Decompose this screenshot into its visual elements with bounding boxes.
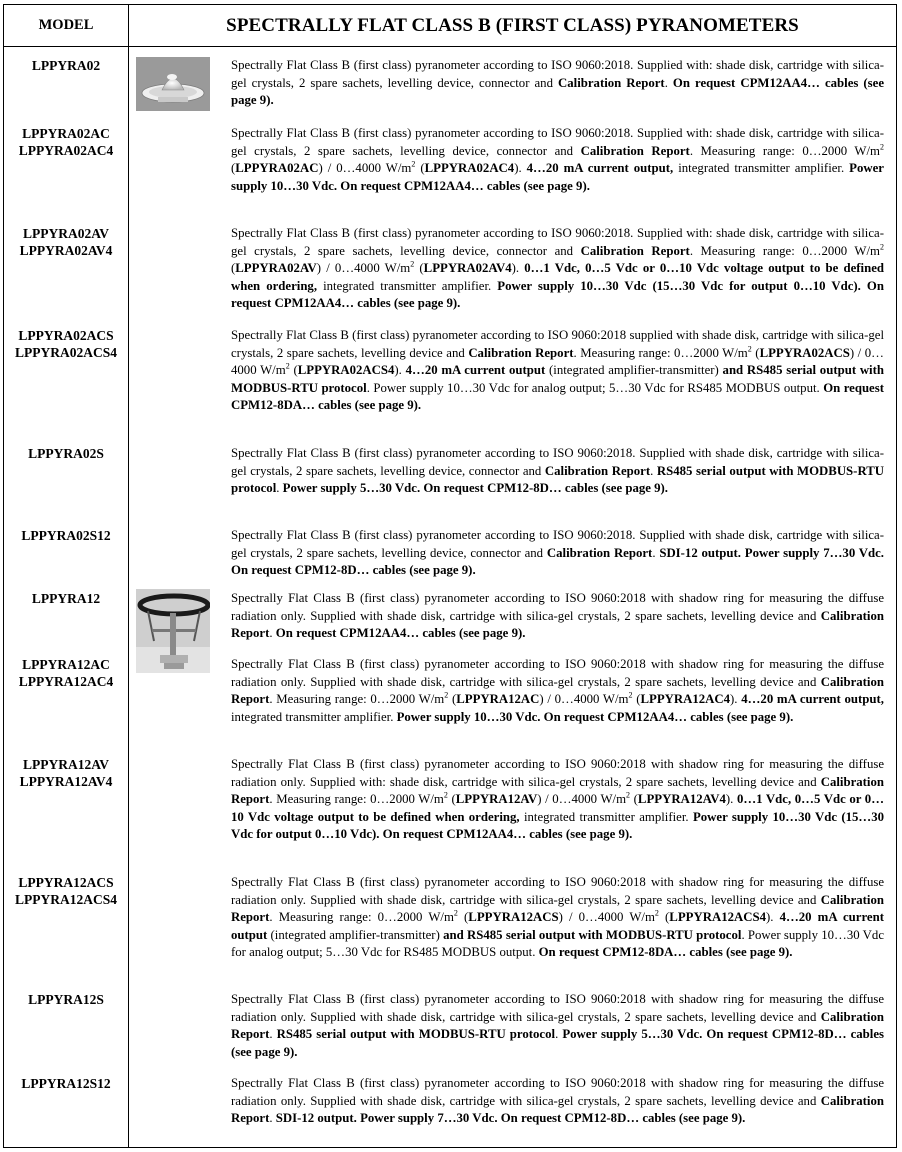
description-text: Spectrally Flat Class B (first class) pyranometer according to ISO 9060:2018 with shadow ring for measuring the diffuse radiation only. Supplied with shade disk, cartridge with silica-gel crystals, 2 spare sachets, levelling device and: [231, 1076, 884, 1108]
model-cell: [4, 590, 128, 607]
description-text: ).: [514, 161, 527, 176]
description-cell: [231, 225, 884, 313]
description-text: ).: [511, 261, 525, 276]
bold-text: LPPYRA12AV: [455, 792, 538, 807]
bold-text: 0…1 Vdc, 0…5 Vdc or 0…10 Vdc voltage output to be defined when ordering,: [231, 792, 884, 824]
bold-text: 4…20 mA current output,: [526, 161, 674, 176]
bold-text: Calibration Report: [558, 75, 665, 90]
superscript-text: 2: [410, 259, 415, 269]
description-cell: [231, 874, 884, 962]
model-cell: [4, 327, 128, 361]
superscript-text: 2: [747, 344, 752, 354]
superscript-text: 2: [285, 361, 290, 371]
description-cell: [231, 1075, 884, 1128]
superscript-text: 2: [880, 242, 885, 252]
bold-text: Calibration Report: [580, 243, 690, 258]
description-text: .: [269, 626, 276, 641]
description-text: .: [269, 1027, 277, 1042]
bold-text: LPPYRA12ACS: [468, 910, 559, 925]
model-cell: [4, 1075, 128, 1092]
description-text: . Measuring range: 0…2000 W/m: [689, 243, 881, 258]
description-text: (: [632, 692, 641, 707]
description-text: Spectrally Flat Class B (first class) pyranometer according to ISO 9060:2018 supplied with shade disk, cartridge with silica-gel crystals, 2 spare sachets, levelling device and: [231, 328, 884, 360]
description-text: integrated transmitter amplifier.: [231, 709, 397, 724]
bold-text: RS485 serial output with MODBUS-RTU protocol: [231, 463, 885, 496]
description-text: ) / 0…4000 W/m: [316, 261, 411, 276]
model-code: LPPYRA12AC4: [18, 674, 114, 689]
description-text: (: [448, 692, 457, 707]
bold-text: LPPYRA12ACS4: [669, 910, 766, 925]
bold-text: Power supply 10…30 Vdc (15…30 Vdc for output 0…10 Vdc). On request CPM12AA4… cables (see page 9).: [231, 278, 885, 311]
description-text: .: [269, 1111, 276, 1126]
model-code: LPPYRA02S12: [21, 528, 111, 543]
bold-text: Calibration Report: [231, 1093, 884, 1126]
description-text: ) / 0…4000 W/m: [537, 792, 627, 807]
superscript-text: 2: [444, 690, 449, 700]
description-text: (: [231, 261, 236, 276]
description-text: .: [276, 481, 283, 496]
bold-text: Calibration Report: [580, 143, 690, 158]
description-cell: [231, 125, 884, 195]
description-text: integrated transmitter amplifier.: [673, 161, 850, 176]
description-cell: [231, 327, 884, 415]
description-text: . Measuring range: 0…2000 W/m: [269, 910, 454, 925]
bold-text: Calibration Report: [231, 674, 884, 707]
model-cell: [4, 656, 128, 690]
bold-text: Calibration Report: [468, 345, 574, 360]
pyranometer-dome-photo: [136, 57, 210, 111]
bold-text: LPPYRA02AC: [235, 161, 319, 176]
description-text: Spectrally Flat Class B (first class) pyranometer according to ISO 9060:2018. Supplied with shade disk, cartridge with silica-gel crystals, 2 spare sachets, levelling device, connector and: [231, 528, 884, 560]
description-text: (: [457, 910, 469, 925]
description-text: . Measuring range: 0…2000 W/m: [573, 345, 748, 360]
bold-text: Power supply 10…30 Vdc (15…30 Vdc for output 0…10 Vdc). On request CPM12AA4… cables (see page 9).: [231, 809, 884, 842]
description-text: ) / 0…4000 W/m: [318, 161, 412, 176]
description-text: Spectrally Flat Class B (first class) pyranometer according to ISO 9060:2018. Supplied with: shade disk, cartridge with silica-gel crystals, 2 spare sachets, levelling device, connector and: [231, 58, 884, 90]
model-code: LPPYRA02: [31, 58, 101, 73]
description-text: (: [414, 261, 424, 276]
description-text: .: [650, 463, 657, 478]
description-text: ).: [730, 692, 742, 707]
model-cell: [4, 527, 128, 544]
model-code: LPPYRA12AV: [22, 757, 109, 772]
description-text: (: [231, 161, 236, 176]
model-code: LPPYRA02ACS: [18, 328, 114, 343]
model-cell: [4, 57, 128, 74]
model-code: LPPYRA12S12: [21, 1076, 111, 1091]
bold-text: LPPYRA12AC4: [640, 692, 731, 707]
bold-text: SDI-12 output. Power supply 7…30 Vdc. On request CPM12-8D… cables (see page 9).: [231, 545, 885, 578]
description-text: .: [555, 1027, 563, 1042]
description-text: Spectrally Flat Class B (first class) pyranometer according to ISO 9060:2018 with shadow ring for measuring the diffuse radiation only. Supplied with: shade disk, cartridge with silica-gel crystals, 2 spare sachets, levelling device and: [231, 757, 884, 789]
table-header: [4, 5, 896, 47]
description-text: Spectrally Flat Class B (first class) pyranometer according to ISO 9060:2018 with shadow ring for measuring the diffuse radiation only. Supplied with shade disk, cartridge with silica-gel crystals, 2 spare sachets, levelling device and: [231, 992, 884, 1024]
bold-text: LPPYRA02AV4: [423, 261, 512, 276]
bold-text: LPPYRA02ACS4: [297, 363, 395, 378]
description-text: (: [751, 345, 760, 360]
description-cell: [231, 527, 884, 580]
model-code: LPPYRA02AC: [22, 126, 110, 141]
bold-text: Power supply 10…30 Vdc. On request CPM12AA4… cables (see page 9).: [231, 161, 884, 193]
model-code: LPPYRA12: [31, 591, 101, 606]
bold-text: Calibration Report: [231, 892, 884, 925]
description-text: ) / 0…4000 W/m: [558, 910, 655, 925]
description-text: (: [289, 363, 298, 378]
table-title: SPECTRALLY FLAT CLASS B (FIRST CLASS) PYRANOMETERS: [226, 14, 799, 36]
description-text: (integrated amplifier-transmitter): [267, 927, 444, 942]
model-code: LPPYRA12AV4: [19, 774, 113, 789]
description-text: Spectrally Flat Class B (first class) pyranometer according to ISO 9060:2018. Supplied with: shade disk, cartridge with silica-gel crystals, 2 spare sachets, levelling device, connector and: [231, 226, 884, 258]
description-text: ) / 0…4000 W/m: [539, 692, 629, 707]
superscript-text: 2: [411, 159, 416, 169]
bold-text: Calibration Report: [231, 1009, 884, 1042]
superscript-text: 2: [628, 690, 633, 700]
model-code: LPPYRA12ACS4: [14, 892, 117, 907]
description-text: (: [658, 910, 670, 925]
description-text: . Power supply 10…30 Vdc for analog output; 5…30 Vdc for RS485 MODBUS output.: [231, 927, 884, 960]
bold-text: Calibration Report: [231, 608, 884, 641]
description-text: (integrated amplifier-transmitter): [545, 363, 723, 378]
description-cell: [231, 756, 884, 844]
model-code: LPPYRA12AC: [22, 657, 110, 672]
description-cell: [231, 656, 884, 726]
column-divider: [128, 47, 129, 1147]
bold-text: Power supply 5…30 Vdc. On request CPM12-8D… cables (see page 9).: [282, 481, 668, 496]
bold-text: On request CPM12AA4… cables (see page 9).: [231, 75, 885, 108]
description-text: . Power supply 10…30 Vdc for analog output; 5…30 Vdc for RS485 MODBUS output.: [366, 380, 824, 395]
bold-text: RS485 serial output with MODBUS-RTU protocol: [276, 1027, 556, 1042]
description-text: Spectrally Flat Class B (first class) pyranometer according to ISO 9060:2018. Supplied with shade disk, cartridge with silica-gel crystals, 2 spare sachets, levelling device, connector and: [231, 446, 884, 478]
superscript-text: 2: [880, 142, 885, 152]
description-cell: [231, 445, 884, 498]
description-text: ).: [766, 910, 780, 925]
superscript-text: 2: [654, 908, 659, 918]
bold-text: Power supply 10…30 Vdc. On request CPM12AA4… cables (see page 9).: [396, 709, 794, 724]
superscript-text: 2: [453, 908, 458, 918]
bold-text: and RS485 serial output with MODBUS-RTU protocol: [443, 927, 742, 942]
description-cell: [231, 590, 884, 643]
bold-text: Calibration Report: [544, 463, 651, 478]
description-text: . Measuring range: 0…2000 W/m: [269, 792, 444, 807]
description-text: (: [415, 161, 425, 176]
description-text: Spectrally Flat Class B (first class) pyranometer according to ISO 9060:2018 with shadow ring for measuring the diffuse radiation only. Supplied with shade disk, cartridge with silica-gel crystals, 2 spare sachets, levelling device and: [231, 875, 884, 907]
bold-text: On request CPM12-8DA… cables (see page 9).: [231, 380, 884, 413]
model-column-header: MODEL: [4, 5, 129, 46]
description-text: Spectrally Flat Class B (first class) pyranometer according to ISO 9060:2018 with shadow ring for measuring the diffuse radiation only. Supplied with shade disk, cartridge with silica-gel crystals, 2 spare sachets, levelling device and: [231, 591, 884, 623]
model-code: LPPYRA12ACS: [18, 875, 114, 890]
bold-text: and RS485 serial output with MODBUS-RTU protocol: [231, 363, 884, 395]
superscript-text: 2: [443, 790, 448, 800]
bold-text: On request CPM12AA4… cables (see page 9).: [275, 626, 526, 641]
bold-text: LPPYRA02AV: [235, 261, 317, 276]
model-code: LPPYRA02S: [28, 446, 104, 461]
bold-text: LPPYRA12AC: [456, 692, 540, 707]
bold-text: SDI-12 output. Power supply 7…30 Vdc. On request CPM12-8D… cables (see page 9).: [275, 1111, 746, 1126]
model-code: LPPYRA02AV4: [19, 243, 113, 258]
bold-text: Power supply 5…30 Vdc. On request CPM12-8D… cables (see page 9).: [231, 1027, 884, 1059]
bold-text: LPPYRA12AV4: [637, 792, 726, 807]
description-text: Spectrally Flat Class B (first class) pyranometer according to ISO 9060:2018. Supplied with: shade disk, cartridge with silica-gel crystals, 2 spare sachets, levelling device, connector and: [231, 126, 884, 158]
model-cell: [4, 445, 128, 462]
model-cell: [4, 125, 128, 159]
description-text: . Measuring range: 0…2000 W/m: [689, 143, 881, 158]
description-text: (: [447, 792, 456, 807]
description-cell: [231, 57, 884, 110]
bold-text: 4…20 mA current output,: [741, 692, 884, 707]
model-code: LPPYRA02ACS4: [14, 345, 117, 360]
model-cell: [4, 756, 128, 790]
bold-text: Calibration Report: [546, 545, 653, 560]
bold-text: Calibration Report: [231, 774, 884, 807]
description-text: integrated transmitter amplifier.: [519, 809, 693, 824]
description-cell: [231, 991, 884, 1061]
model-code: LPPYRA12S: [28, 992, 104, 1007]
model-cell: [4, 874, 128, 908]
model-cell: [4, 225, 128, 259]
description-text: ).: [725, 792, 737, 807]
bold-text: LPPYRA02AC4: [424, 161, 515, 176]
description-text: ).: [394, 363, 406, 378]
model-code: LPPYRA02AC4: [18, 143, 114, 158]
superscript-text: 2: [626, 790, 631, 800]
description-text: Spectrally Flat Class B (first class) pyranometer according to ISO 9060:2018 with shadow ring for measuring the diffuse radiation only. Supplied with shade disk, cartridge with silica-gel crystals, 2 spare sachets, levelling device and: [231, 657, 884, 689]
description-text: . Measuring range: 0…2000 W/m: [269, 692, 445, 707]
description-text: ) / 0…4000 W/m: [231, 345, 884, 378]
description-text: .: [664, 75, 673, 90]
product-table: [3, 4, 897, 1148]
description-text: (: [630, 792, 638, 807]
bold-text: 0…1 Vdc, 0…5 Vdc or 0…10 Vdc voltage output to be defined when ordering,: [231, 261, 884, 293]
bold-text: 4…20 mA current output: [231, 910, 884, 942]
model-cell: [4, 991, 128, 1008]
description-text: integrated transmitter amplifier.: [317, 278, 498, 293]
bold-text: On request CPM12-8DA… cables (see page 9).: [538, 945, 793, 960]
pyranometer-shadow-ring-photo: [136, 589, 210, 673]
bold-text: LPPYRA02ACS: [759, 345, 850, 360]
model-code: LPPYRA02AV: [22, 226, 109, 241]
description-text: .: [652, 545, 660, 560]
bold-text: 4…20 mA current output: [405, 363, 546, 378]
